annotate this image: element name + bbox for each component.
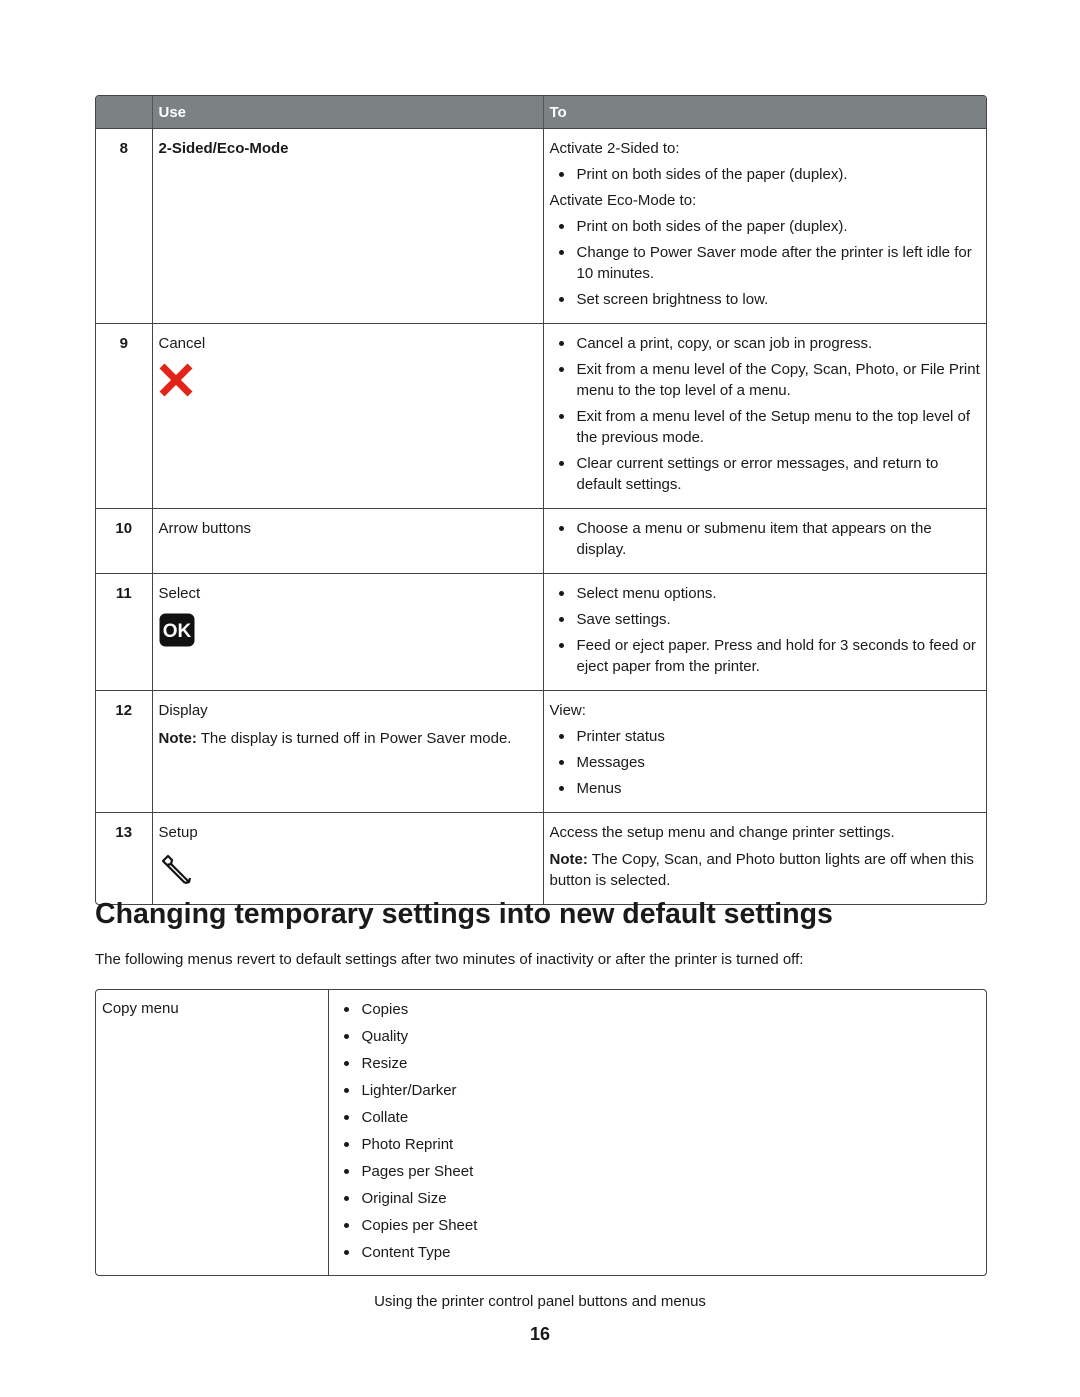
use-cell <box>152 574 543 691</box>
buttons-table <box>95 95 987 905</box>
bullet-list <box>550 333 981 495</box>
description-text: Access the setup menu and change printer settings. <box>549 824 895 841</box>
list-item: Print on both sides of the paper (duplex). <box>550 164 981 185</box>
list-item: Exit from a menu level of the Setup menu to the top level of the previous mode. <box>550 406 981 448</box>
table-header-row <box>96 96 986 129</box>
section-intro: The following menus revert to default settings after two minutes of inactivity or after the printer is turned off: <box>95 951 804 968</box>
header-num <box>96 96 152 129</box>
table-row <box>96 574 986 691</box>
list-item: Photo Reprint <box>335 1134 981 1155</box>
menu-label: Copy menu <box>102 1000 179 1017</box>
page-number: 16 <box>529 1324 551 1344</box>
button-name: Cancel <box>158 335 206 352</box>
list-item: Original Size <box>335 1188 981 1209</box>
bullet-list <box>550 726 981 799</box>
list-item: Messages <box>550 752 981 773</box>
table-row <box>96 691 986 813</box>
row-number: 10 <box>96 509 152 574</box>
bullet-list <box>550 518 981 560</box>
use-cell <box>152 324 543 509</box>
table-row <box>96 990 986 1275</box>
bullet-list <box>550 216 981 310</box>
row-number: 12 <box>96 691 152 813</box>
button-name: Setup <box>158 824 198 841</box>
list-item: Feed or eject paper. Press and hold for 3 seconds to feed or eject paper from the printer. <box>550 635 981 677</box>
use-note <box>159 728 537 749</box>
list-item: Printer status <box>550 726 981 747</box>
header-use: Use <box>152 96 543 129</box>
button-name: Select <box>158 585 201 602</box>
to-cell <box>543 813 986 905</box>
button-name: Arrow buttons <box>158 520 252 537</box>
list-item: Lighter/Darker <box>335 1080 981 1101</box>
table-row <box>96 324 986 509</box>
description-text: Activate Eco-Mode to: <box>549 192 697 209</box>
table-row <box>96 129 986 324</box>
use-cell <box>152 129 543 324</box>
list-item: Clear current settings or error messages, and return to default settings. <box>550 453 981 495</box>
header-to: To <box>543 96 986 129</box>
description-text: Activate 2-Sided to: <box>549 140 680 157</box>
note-label: Note: <box>549 851 588 868</box>
list-item: Set screen brightness to low. <box>550 289 981 310</box>
list-item: Choose a menu or submenu item that appears on the display. <box>550 518 981 560</box>
menu-items-list <box>335 999 981 1263</box>
list-item: Exit from a menu level of the Copy, Scan, Photo, or File Print menu to the top level of a menu. <box>550 359 981 401</box>
wrench-icon <box>159 852 195 886</box>
to-cell <box>543 691 986 813</box>
row-number: 11 <box>96 574 152 691</box>
bullet-list <box>550 583 981 677</box>
list-item: Print on both sides of the paper (duplex). <box>550 216 981 237</box>
to-cell <box>543 509 986 574</box>
to-cell <box>543 574 986 691</box>
use-cell <box>152 691 543 813</box>
list-item: Resize <box>335 1053 981 1074</box>
row-number: 9 <box>96 324 152 509</box>
to-cell <box>543 129 986 324</box>
section-title: Changing temporary settings into new default settings <box>95 898 833 930</box>
row-number: 13 <box>96 813 152 905</box>
list-item: Collate <box>335 1107 981 1128</box>
button-name: Display <box>158 702 208 719</box>
list-item: Save settings. <box>550 609 981 630</box>
to-cell <box>543 324 986 509</box>
list-item: Select menu options. <box>550 583 981 604</box>
button-name: 2-Sided/Eco-Mode <box>158 140 289 157</box>
note-paragraph <box>550 849 981 891</box>
cancel-x-icon <box>159 363 195 397</box>
note-label: Note: <box>158 730 197 747</box>
note-text: The Copy, Scan, and Photo button lights are off when this button is selected. <box>549 851 974 889</box>
ok-icon-label: OK <box>162 621 191 642</box>
table-row <box>96 813 986 905</box>
list-item: Menus <box>550 778 981 799</box>
list-item: Change to Power Saver mode after the printer is left idle for 10 minutes. <box>550 242 981 284</box>
bullet-list <box>550 164 981 185</box>
list-item: Copies per Sheet <box>335 1215 981 1236</box>
list-item: Cancel a print, copy, or scan job in progress. <box>550 333 981 354</box>
copy-menu-table <box>95 989 987 1276</box>
use-cell <box>152 509 543 574</box>
table-row <box>96 509 986 574</box>
list-item: Content Type <box>335 1242 981 1263</box>
list-item: Copies <box>335 999 981 1020</box>
description-text: View: <box>549 702 586 719</box>
list-item: Quality <box>335 1026 981 1047</box>
use-cell <box>152 813 543 905</box>
menu-items-cell <box>328 990 986 1275</box>
list-item: Pages per Sheet <box>335 1161 981 1182</box>
row-number: 8 <box>119 140 128 157</box>
page-footer-caption: Using the printer control panel buttons and menus <box>374 1293 706 1310</box>
ok-icon <box>159 613 195 647</box>
note-text: The display is turned off in Power Saver mode. <box>200 730 512 747</box>
